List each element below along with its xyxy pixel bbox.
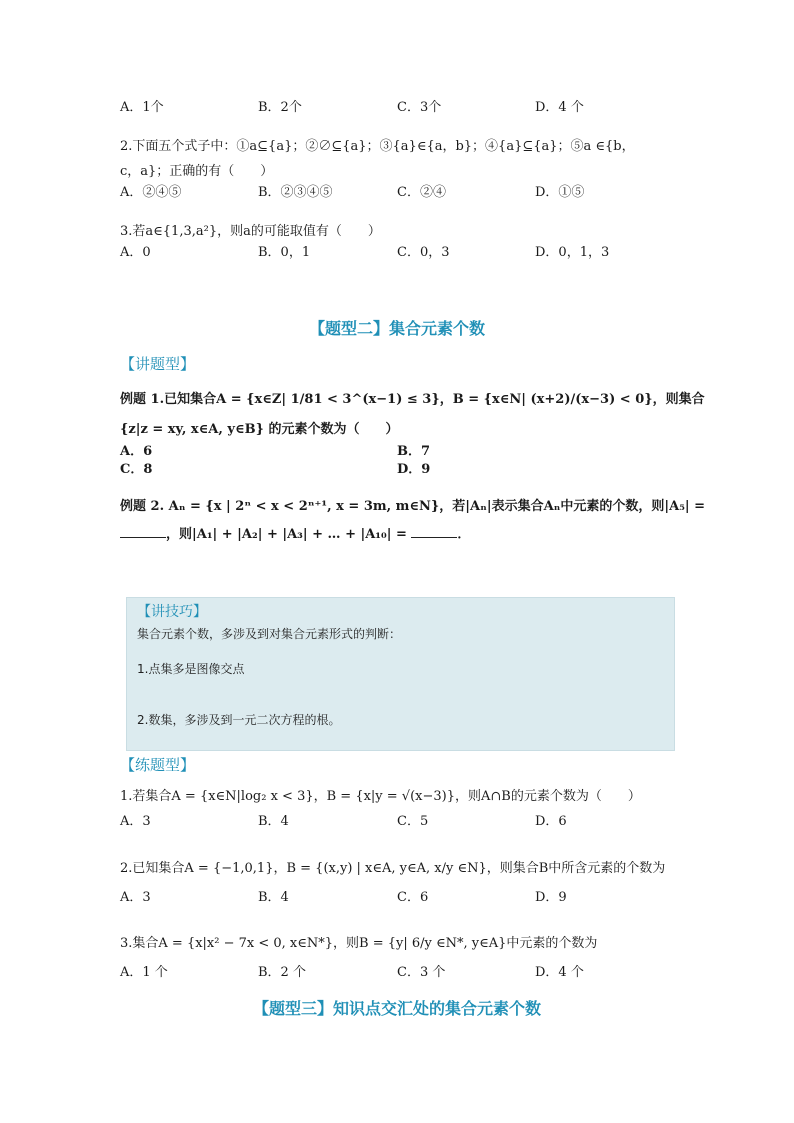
lecture-title: 【讲题型】 <box>120 355 196 373</box>
example1-option-c: C．8 <box>120 462 153 477</box>
section-title-type2: 【题型二】集合元素个数 <box>308 319 485 338</box>
p3-option-a: A．1 个 <box>120 965 168 980</box>
example1-option-d: D．9 <box>397 462 431 477</box>
p1-option-b: B．4 <box>258 814 289 829</box>
tips-box <box>126 597 675 751</box>
q2-option-a: A．②④⑤ <box>120 185 182 200</box>
tips-line3: 2.数集，多涉及到一元二次方程的根。 <box>137 713 341 727</box>
q2-stem-line2: c，a}；正确的有（ ） <box>120 164 274 179</box>
q3-option-a: A．0 <box>120 245 151 260</box>
q1-option-c: C．3个 <box>397 100 442 115</box>
q1-option-a: A．1个 <box>120 100 164 115</box>
p3-stem: 3.集合A = {x|x² − 7x < 0, x∈N*}，则B = {y| 6/y ∈N*, y∈A}中元素的个数为 <box>120 936 598 951</box>
example2-line2-text: ，则|A₁| + |A₂| + |A₃| + … + |A₁₀| = <box>166 527 407 542</box>
answer-blank-1[interactable] <box>120 525 166 538</box>
p1-option-d: D．6 <box>535 814 567 829</box>
q1-option-d: D．4 个 <box>535 100 584 115</box>
example2-line2 <box>120 523 470 542</box>
example1-option-a: A．6 <box>120 444 153 459</box>
tips-line2: 1.点集多是图像交点 <box>137 662 245 676</box>
p3-option-b: B．2 个 <box>258 965 306 980</box>
p2-stem: 2.已知集合A = {−1,0,1}，B = {(x,y) | x∈A, y∈A, x/y ∈N}，则集合B中所含元素的个数为 <box>120 861 666 876</box>
q2-option-c: C．②④ <box>397 185 446 200</box>
p1-option-a: A．3 <box>120 814 151 829</box>
p3-option-c: C．3 个 <box>397 965 446 980</box>
q3-option-b: B．0，1 <box>258 245 311 260</box>
p2-option-a: A．3 <box>120 890 151 905</box>
example1-line2: {z|z = xy, x∈A, y∈B} 的元素个数为（ ） <box>120 422 399 437</box>
tips-title: 【讲技巧】 <box>137 604 207 620</box>
section-title-type3: 【题型三】知识点交汇处的集合元素个数 <box>252 999 541 1018</box>
example2-line1: 例题 2. Aₙ = {x | 2ⁿ < x < 2ⁿ⁺¹, x = 3m, m∈N}，若|Aₙ|表示集合Aₙ中元素的个数，则|A₅| = <box>120 499 706 514</box>
practice-title: 【练题型】 <box>120 756 196 774</box>
p1-option-c: C．5 <box>397 814 429 829</box>
example1-line1: 例题 1.已知集合A = {x∈Z| 1/81 < 3^(x−1) ≤ 3}，B = {x∈N| (x+2)/(x−3) < 0}，则集合 <box>120 392 705 407</box>
p2-option-d: D．9 <box>535 890 567 905</box>
p2-option-b: B．4 <box>258 890 289 905</box>
p1-stem: 1.若集合A = {x∈N|log₂ x < 3}，B = {x|y = √(x−3)}，则A∩B的元素个数为（ ） <box>120 789 641 804</box>
p2-option-c: C．6 <box>397 890 429 905</box>
q3-stem: 3.若a∈{1,3,a²}，则a的可能取值有（ ） <box>120 224 381 239</box>
answer-blank-2[interactable] <box>411 525 457 538</box>
example2-line2-end: ． <box>457 527 471 542</box>
example1-option-b: B．7 <box>397 444 431 459</box>
tips-line1: 集合元素个数，多涉及到对集合元素形式的判断： <box>137 627 402 641</box>
q2-option-d: D．①⑤ <box>535 185 585 200</box>
q3-option-c: C．0，3 <box>397 245 450 260</box>
q2-stem-line1: 2.下面五个式子中：①a⊆{a}；②∅⊆{a}；③{a}∈{a，b}；④{a}⊆{a}；⑤a ∈{b， <box>120 139 635 154</box>
q2-option-b: B．②③④⑤ <box>258 185 333 200</box>
q3-option-d: D．0，1，3 <box>535 245 610 260</box>
p3-option-d: D．4 个 <box>535 965 584 980</box>
q1-option-b: B．2个 <box>258 100 302 115</box>
